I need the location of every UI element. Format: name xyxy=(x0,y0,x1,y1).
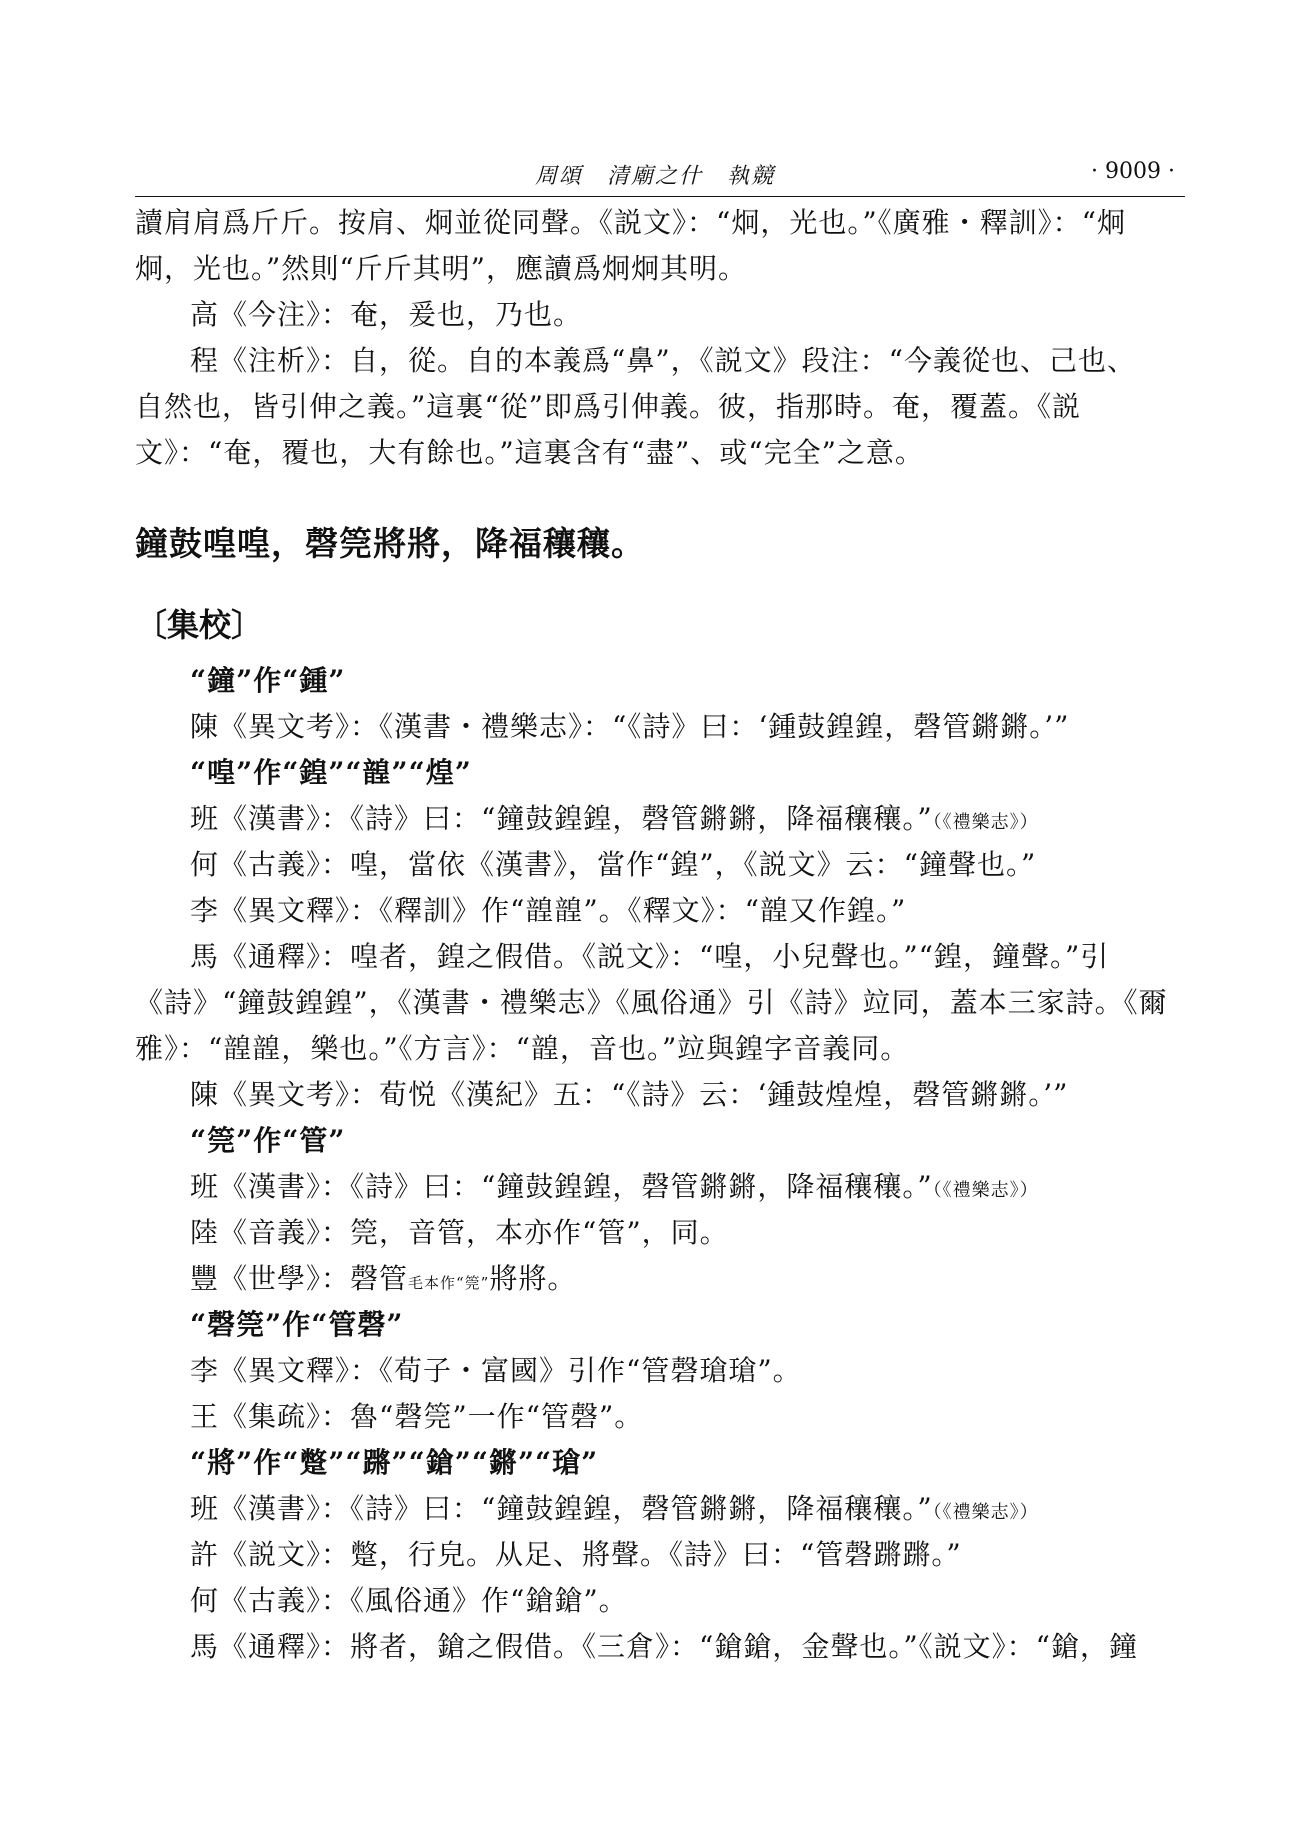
header-rule xyxy=(135,196,1185,197)
variant-heading-2: “喤”作“鍠”“韹”“煌” xyxy=(190,756,472,789)
entry-ban-1 xyxy=(190,796,1195,846)
inline-note: 毛本作“筦” xyxy=(408,1274,490,1292)
verse-heading: 鐘鼓喤喤，磬筦將將，降福穰穰。 xyxy=(135,524,645,563)
para1-line1: 讀肩肩爲斤斤。按肩、炯並從同聲。《説文》：“炯，光也。”《廣雅・釋訓》：“炯 xyxy=(135,206,1126,239)
source-note: （《禮樂志》） xyxy=(932,1180,1039,1201)
running-title: 周頌 清廟之什 執競 xyxy=(535,164,776,189)
entry-text: 豐《世學》：磬管 xyxy=(190,1262,409,1295)
entry-chen-2: 陳《異文考》：荀悦《漢紀》五：“《詩》云：‘鍾鼓煌煌，磬管鏘鏘。’” xyxy=(190,1078,1069,1111)
entry-li-1: 李《異文釋》：《釋訓》作“韹韹”。《釋文》：“韹又作鍠。” xyxy=(190,894,907,927)
variant-heading-5: “將”作“蹩”“蹡”“鎗”“鏘”“瑲” xyxy=(190,1446,599,1479)
entry-ma-1-line1: 馬《通釋》：喤者，鍠之假借。《説文》：“喤，小兒聲也。”“鍠，鐘聲。”引 xyxy=(190,940,1110,973)
entry-text: 班《漢書》：《詩》曰：“鐘鼓鍠鍠，磬管鏘鏘，降福穰穰。” xyxy=(190,802,933,835)
entry-ma-1-line3: 雅》：“韹韹，樂也。”《方言》：“韹，音也。”竝與鍠字音義同。 xyxy=(135,1032,910,1065)
entry-feng-1 xyxy=(190,1256,1195,1306)
entry-chen-1: 陳《異文考》：《漢書・禮樂志》：“《詩》曰：‘鍾鼓鍠鍠，磬管鏘鏘。’” xyxy=(190,710,1070,743)
page-number: · 9009 · xyxy=(1091,159,1175,184)
entry-li-2: 李《異文釋》：《荀子・富國》引作“管磬瑲瑲”。 xyxy=(190,1354,802,1387)
entry-ma-2: 馬《通釋》：將者，鎗之假借。《三倉》：“鎗鎗，金聲也。”《説文》：“鎗，鐘 xyxy=(190,1630,1138,1663)
entry-text: 班《漢書》：《詩》曰：“鐘鼓鍠鍠，磬管鏘鏘，降福穰穰。” xyxy=(190,1170,933,1203)
source-note: （《禮樂志》） xyxy=(932,812,1039,833)
entry-ban-3 xyxy=(190,1486,1195,1536)
variant-heading-3: “筦”作“管” xyxy=(190,1124,346,1157)
entry-wang-1: 王《集疏》：魯“磬筦”一作“管磬”。 xyxy=(190,1400,644,1433)
running-header xyxy=(135,155,1185,195)
entry-xu-1: 許《説文》：蹩，行皃。从足、將聲。《詩》曰：“管磬蹡蹡。” xyxy=(190,1538,962,1571)
entry-lu-1: 陸《音義》：筦，音管，本亦作“管”，同。 xyxy=(190,1216,729,1249)
entry-ma-1-line2: 《詩》“鐘鼓鍠鍠”，《漢書・禮樂志》《風俗通》引《詩》竝同，蓋本三家詩。《爾 xyxy=(135,986,1168,1019)
cheng-line1: 程《注析》：自，從。自的本義爲“鼻”，《説文》段注：“今義從也、己也、 xyxy=(190,344,1136,377)
cheng-line3: 文》：“奄，覆也，大有餘也。”這裏含有“盡”、或“完全”之意。 xyxy=(135,436,924,469)
source-note: （《禮樂志》） xyxy=(932,1502,1039,1523)
para1-line2: 炯，光也。”然則“斤斤其明”，應讀爲炯炯其明。 xyxy=(135,252,747,285)
entry-he-1: 何《古義》：喤，當依《漢書》，當作“鍠”，《説文》云：“鐘聲也。” xyxy=(190,848,1037,881)
gao-commentary: 高《今注》：奄，爰也，乃也。 xyxy=(190,298,583,331)
entry-ban-2 xyxy=(190,1164,1195,1214)
variant-heading-4: “磬筦”作“管磬” xyxy=(190,1308,404,1341)
entry-text: 班《漢書》：《詩》曰：“鐘鼓鍠鍠，磬管鏘鏘，降福穰穰。” xyxy=(190,1492,933,1525)
entry-he-2: 何《古義》：《風俗通》作“鎗鎗”。 xyxy=(190,1584,628,1617)
cheng-line2: 自然也，皆引伸之義。”這裏“從”即爲引伸義。彼，指那時。奄，覆蓋。《説 xyxy=(135,390,1081,423)
section-title: 〔集校〕 xyxy=(135,606,264,644)
entry-text-tail: 將將。 xyxy=(489,1262,577,1295)
variant-heading-1: “鐘”作“鍾” xyxy=(190,664,346,697)
